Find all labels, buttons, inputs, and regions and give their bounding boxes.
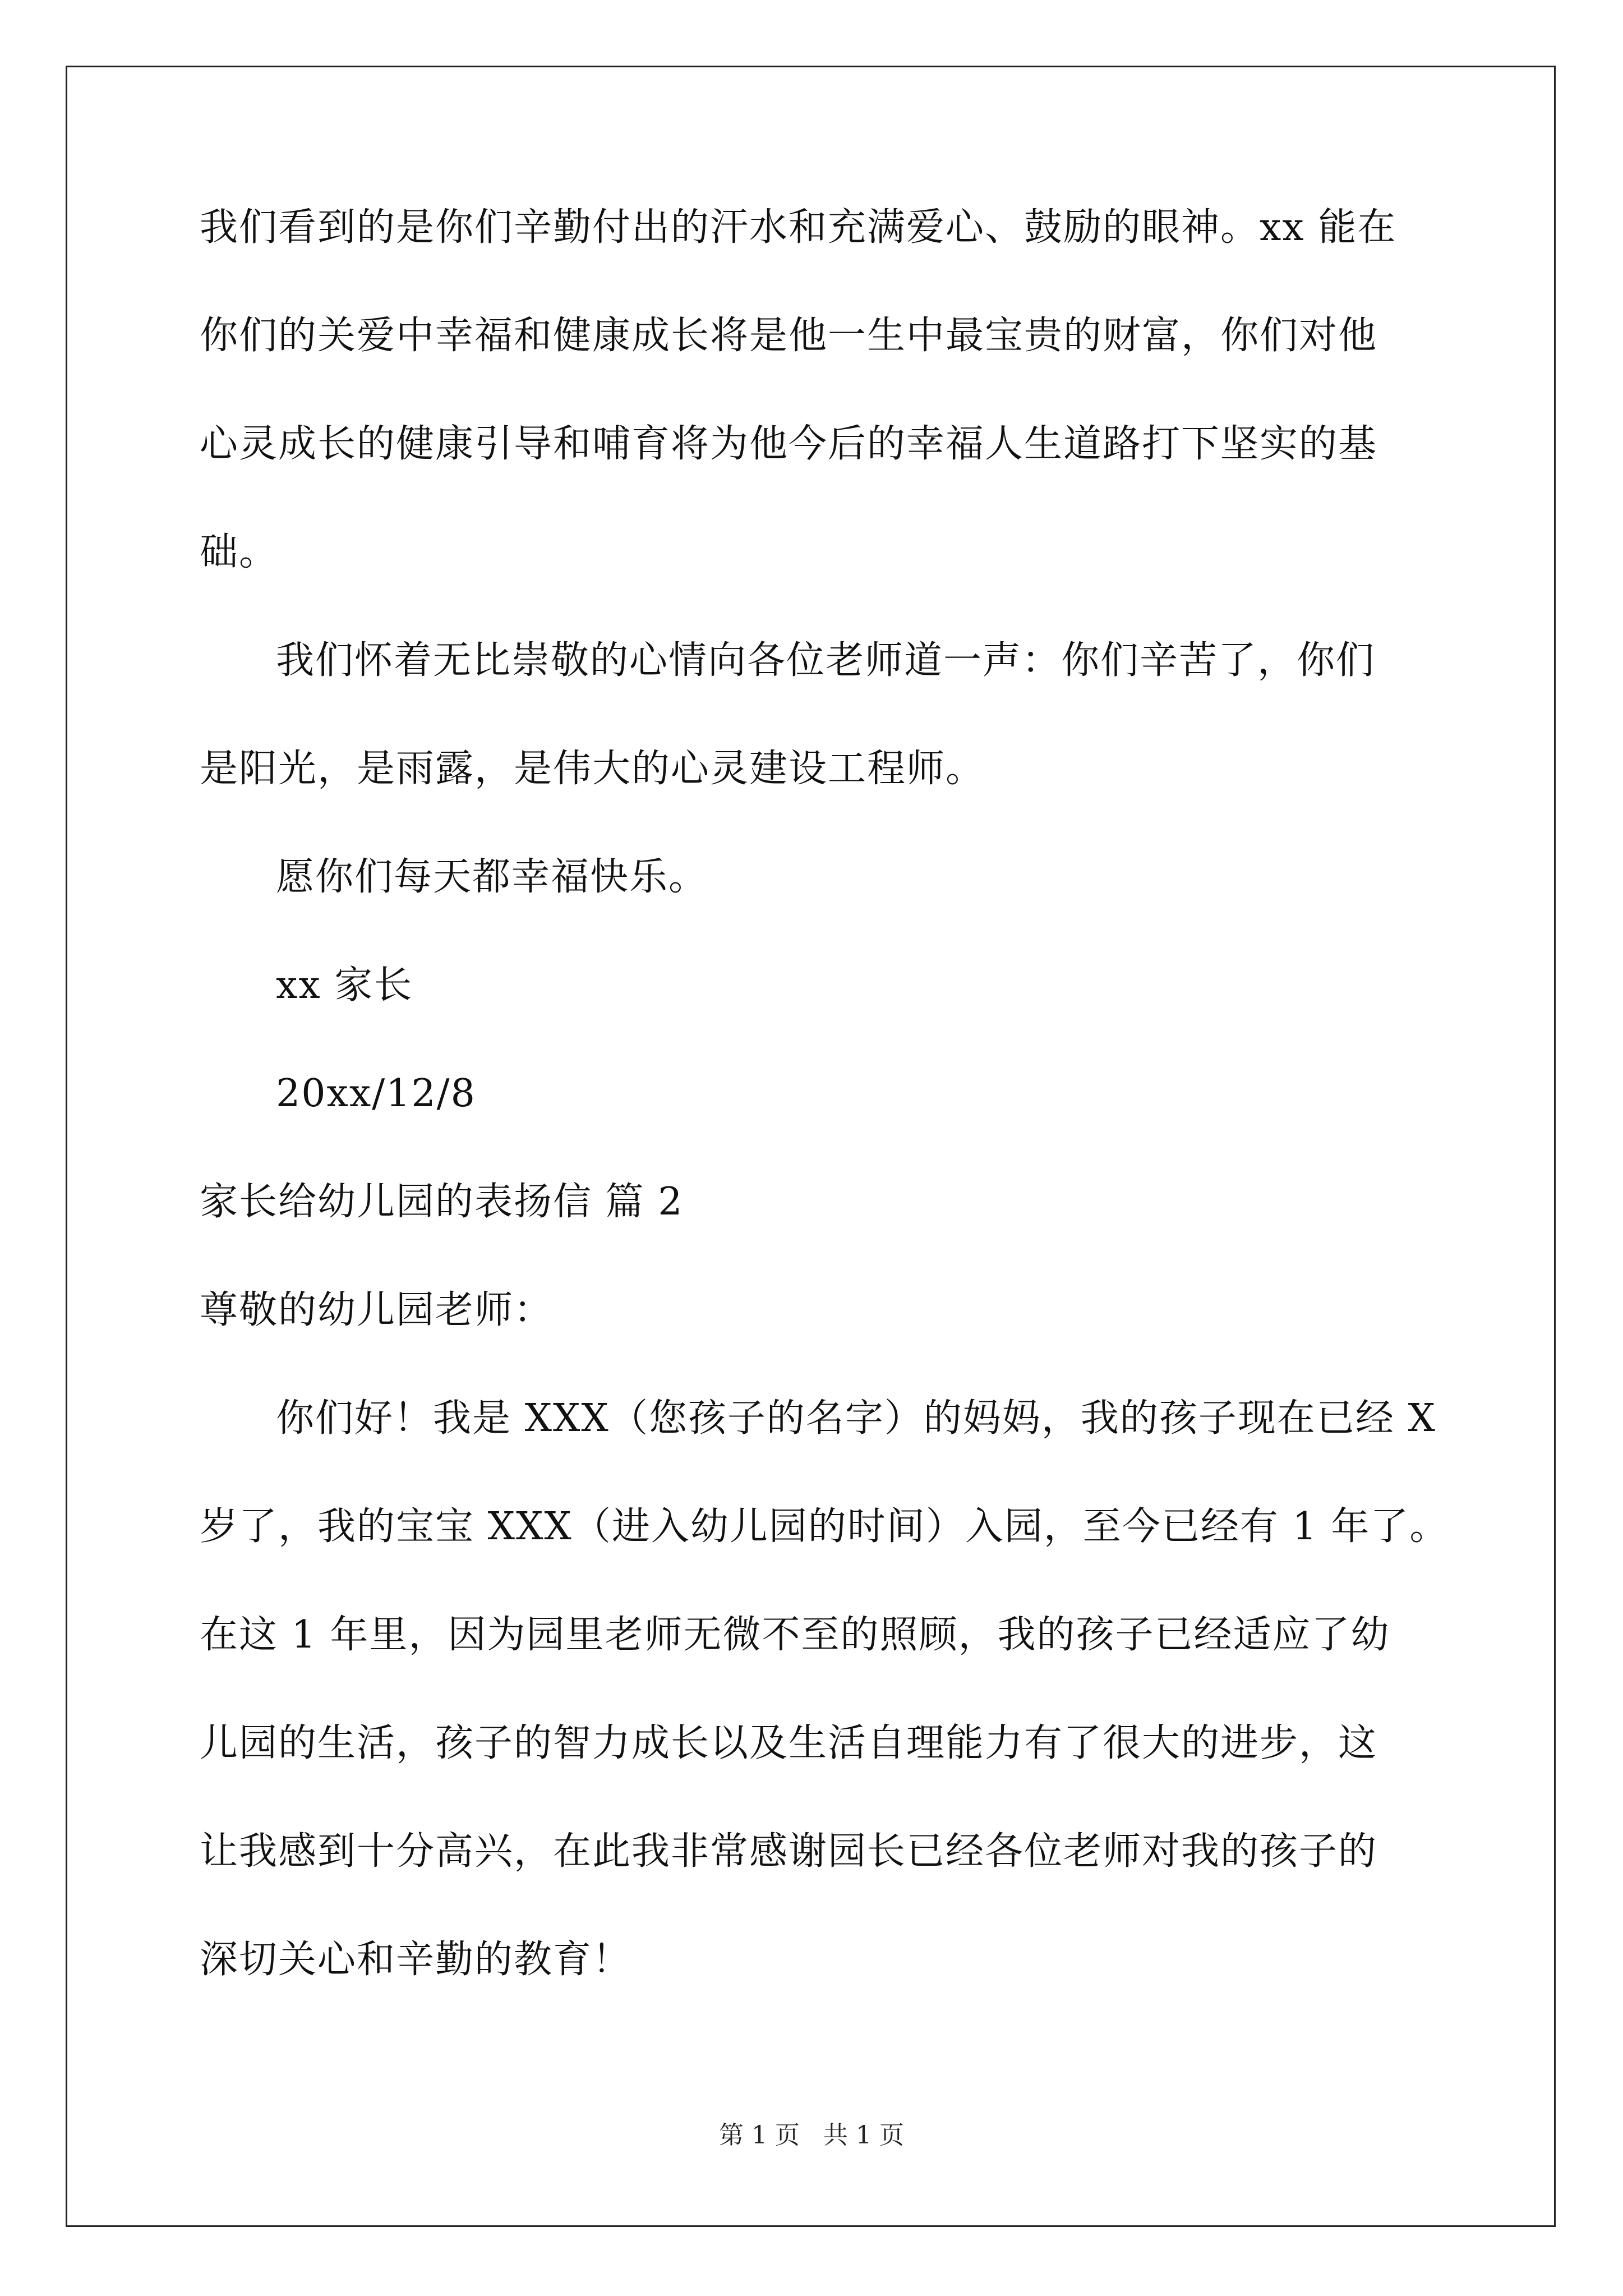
text-line: 儿园的生活，孩子的智力成长以及生活自理能力有了很大的进步，这: [200, 1721, 1378, 1765]
page-footer: [0, 2123, 1623, 2148]
document-body: [200, 205, 1449, 2049]
paragraph-first-line: 你们好！我是 XXX（您孩子的名字）的妈妈，我的孩子现在已经 X: [276, 1396, 1436, 1441]
closing-wish: 愿你们每天都幸福快乐。: [276, 855, 708, 899]
text-line: 我们看到的是你们辛勤付出的汗水和充满爱心、鼓励的眼神。xx 能在: [200, 205, 1397, 250]
signature: xx 家长: [276, 963, 413, 1007]
text-line: 深切关心和辛勤的教育！: [200, 1938, 632, 1982]
salutation: 尊敬的幼儿园老师：: [200, 1288, 554, 1332]
paragraph-first-line: 我们怀着无比崇敬的心情向各位老师道一声：你们辛苦了，你们: [276, 638, 1376, 683]
text-line: 是阳光，是雨露，是伟大的心灵建设工程师。: [200, 747, 985, 791]
section-heading: 家长给幼儿园的表扬信 篇 2: [200, 1180, 684, 1224]
text-line: 础。: [200, 530, 279, 574]
letter-date: 20xx/12/8: [276, 1071, 476, 1116]
text-line: 心灵成长的健康引导和哺育将为他今后的幸福人生道路打下坚实的基: [200, 422, 1378, 466]
page-total: 共 1 页: [823, 2121, 904, 2150]
page-number: 第 1 页: [719, 2121, 800, 2150]
text-line: 让我感到十分高兴，在此我非常感谢园长已经各位老师对我的孩子的: [200, 1829, 1378, 1874]
text-line: 岁了，我的宝宝 XXX（进入幼儿园的时间）入园，至今已经有 1 年了。: [200, 1504, 1449, 1549]
text-line: 你们的关爱中幸福和健康成长将是他一生中最宝贵的财富，你们对他: [200, 314, 1378, 358]
text-line: 在这 1 年里，因为园里老师无微不至的照顾，我的孩子已经适应了幼: [200, 1613, 1390, 1657]
